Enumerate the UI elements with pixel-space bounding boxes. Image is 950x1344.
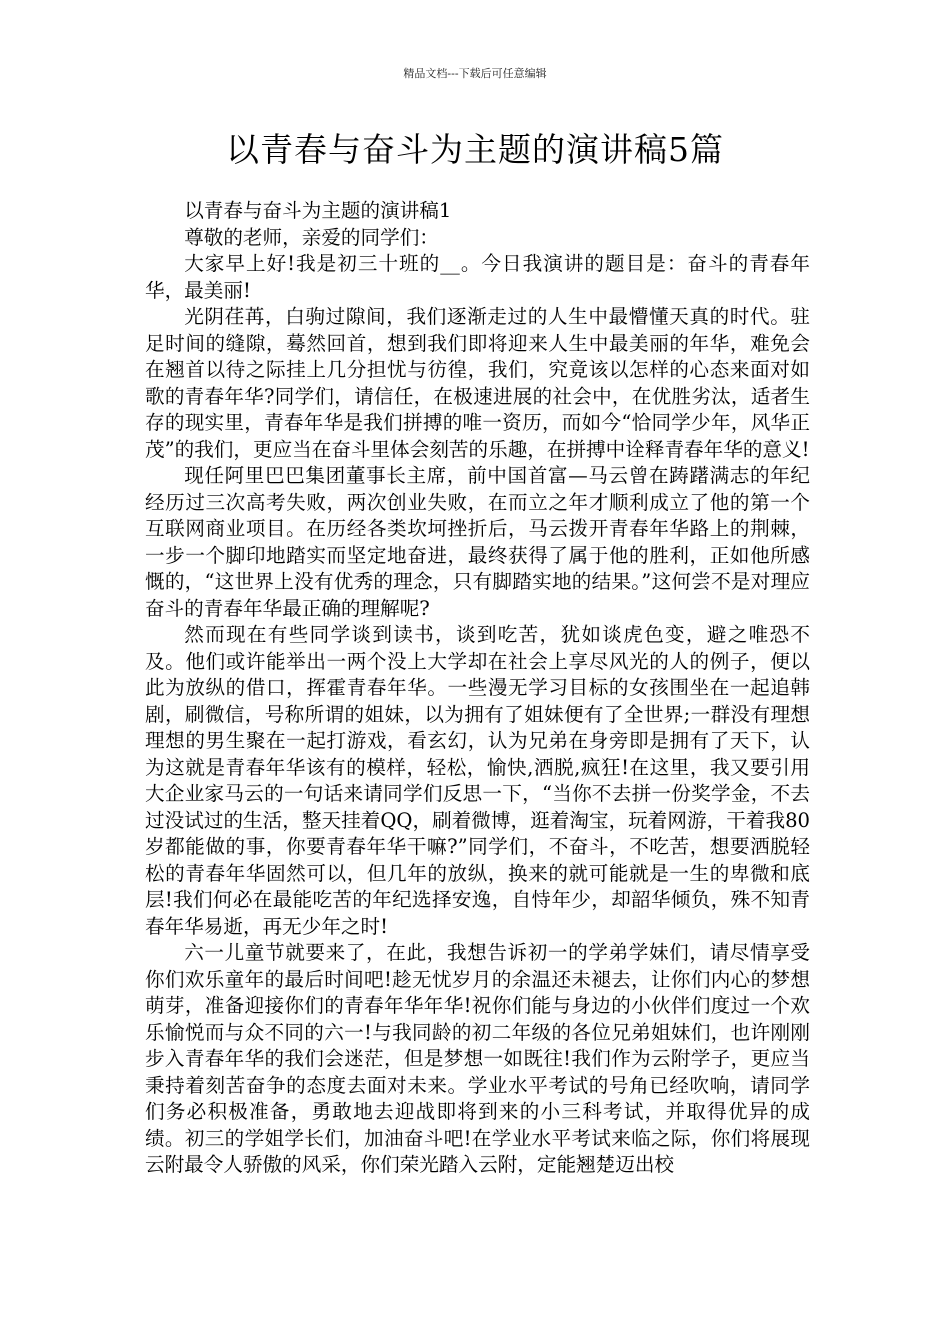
document-body [145,198,810,1179]
header-note: 精品文档---下载后可任意编辑 [403,67,547,80]
paragraph: 大家早上好!我是初三十班的__。今日我演讲的题目是：奋斗的青春年华，最美丽! [145,252,810,302]
paragraph: 然而现在有些同学谈到读书，谈到吃苦，犹如谈虎色变，避之唯恐不及。他们或许能举出一两个没上大学却在社会上享尽风光的人的例子，便以此为放纵的借口，挥霍青春年华。一些漫无学习目标的女孩围坐在一起追韩剧，刷微信，号称所谓的姐妹，以为拥有了姐妹便有了全世界;一群没有理想理想的男生聚在一起打游戏，看玄幻，认为兄弟在身旁即是拥有了天下，认为这就是青春年华该有的模样，轻松，愉快,洒脱,疯狂!在这里，我又要引用大企业家马云的一句话来请同学们反思一下，“当你不去拼一份奖学金，不去过没试过的生活，整天挂着QQ，刷着微博，逛着淘宝，玩着网游，干着我80岁都能做的事，你要青春年华干嘛?”同学们，不奋斗，不吃苦，想要洒脱轻松的青春年华固然可以，但几年的放纵，换来的就可能就是一生的卑微和底层!我们何必在最能吃苦的年纪选择安逸，自恃年少，却韶华倾负，殊不知青春年华易逝，再无少年之时! [145,623,810,938]
paragraph: 六一儿童节就要来了，在此，我想告诉初一的学弟学妹们，请尽情享受你们欢乐童年的最后时间吧!趁无忧岁月的余温还未褪去，让你们内心的梦想萌芽，准备迎接你们的青春年华年华!祝你们能与身边的小伙伴们度过一个欢乐愉悦而与众不同的六一!与我同龄的初二年级的各位兄弟姐妹们，也许刚刚步入青春年华的我们会迷茫，但是梦想一如既往!我们作为云附学子，更应当秉持着刻苦奋争的态度去面对未来。学业水平考试的号角已经吹响，请同学们务必积极准备，勇敢地去迎战即将到来的小三科考试，并取得优异的成绩。初三的学姐学长们，加油奋斗吧!在学业水平考试来临之际，你们将展现云附最令人骄傲的风采，你们荣光踏入云附，定能翘楚迈出校 [145,941,810,1176]
section-heading: 以青春与奋斗为主题的演讲稿1 [184,199,452,222]
paragraph: 现任阿里巴巴集团董事长主席，前中国首富—马云曾在踌躇满志的年纪经历过三次高考失败，两次创业失败，在而立之年才顺利成立了他的第一个互联网商业项目。在历经各类坎坷挫折后，马云拨开青春年华路上的荆棘，一步一个脚印地踏实而坚定地奋进，最终获得了属于他的胜利，正如他所感慨的，“这世界上没有优秀的理念，只有脚踏实地的结果。”这何尝不是对理应奋斗的青春年华最正确的理解呢? [145,464,810,620]
salutation: 尊敬的老师，亲爱的同学们： [184,225,439,249]
document-title: 以青春与奋斗为主题的演讲稿5篇 [226,130,724,169]
paragraph: 光阴荏苒，白驹过隙间，我们逐渐走过的人生中最懵懂天真的时代。驻足时间的缝隙，蓦然回首，想到我们即将迎来人生中最美丽的年华，难免会在翘首以待之际挂上几分担忧与彷徨，我们，究竟该以怎样的心态来面对如歌的青春年华?同学们，请信任，在极速进展的社会中，在优胜劣汰，适者生存的现实里，青春年华是我们拼搏的唯一资历，而如今“恰同学少年，风华正茂”的我们，更应当在奋斗里体会刻苦的乐趣，在拼搏中诠释青春年华的意义! [145,305,810,461]
